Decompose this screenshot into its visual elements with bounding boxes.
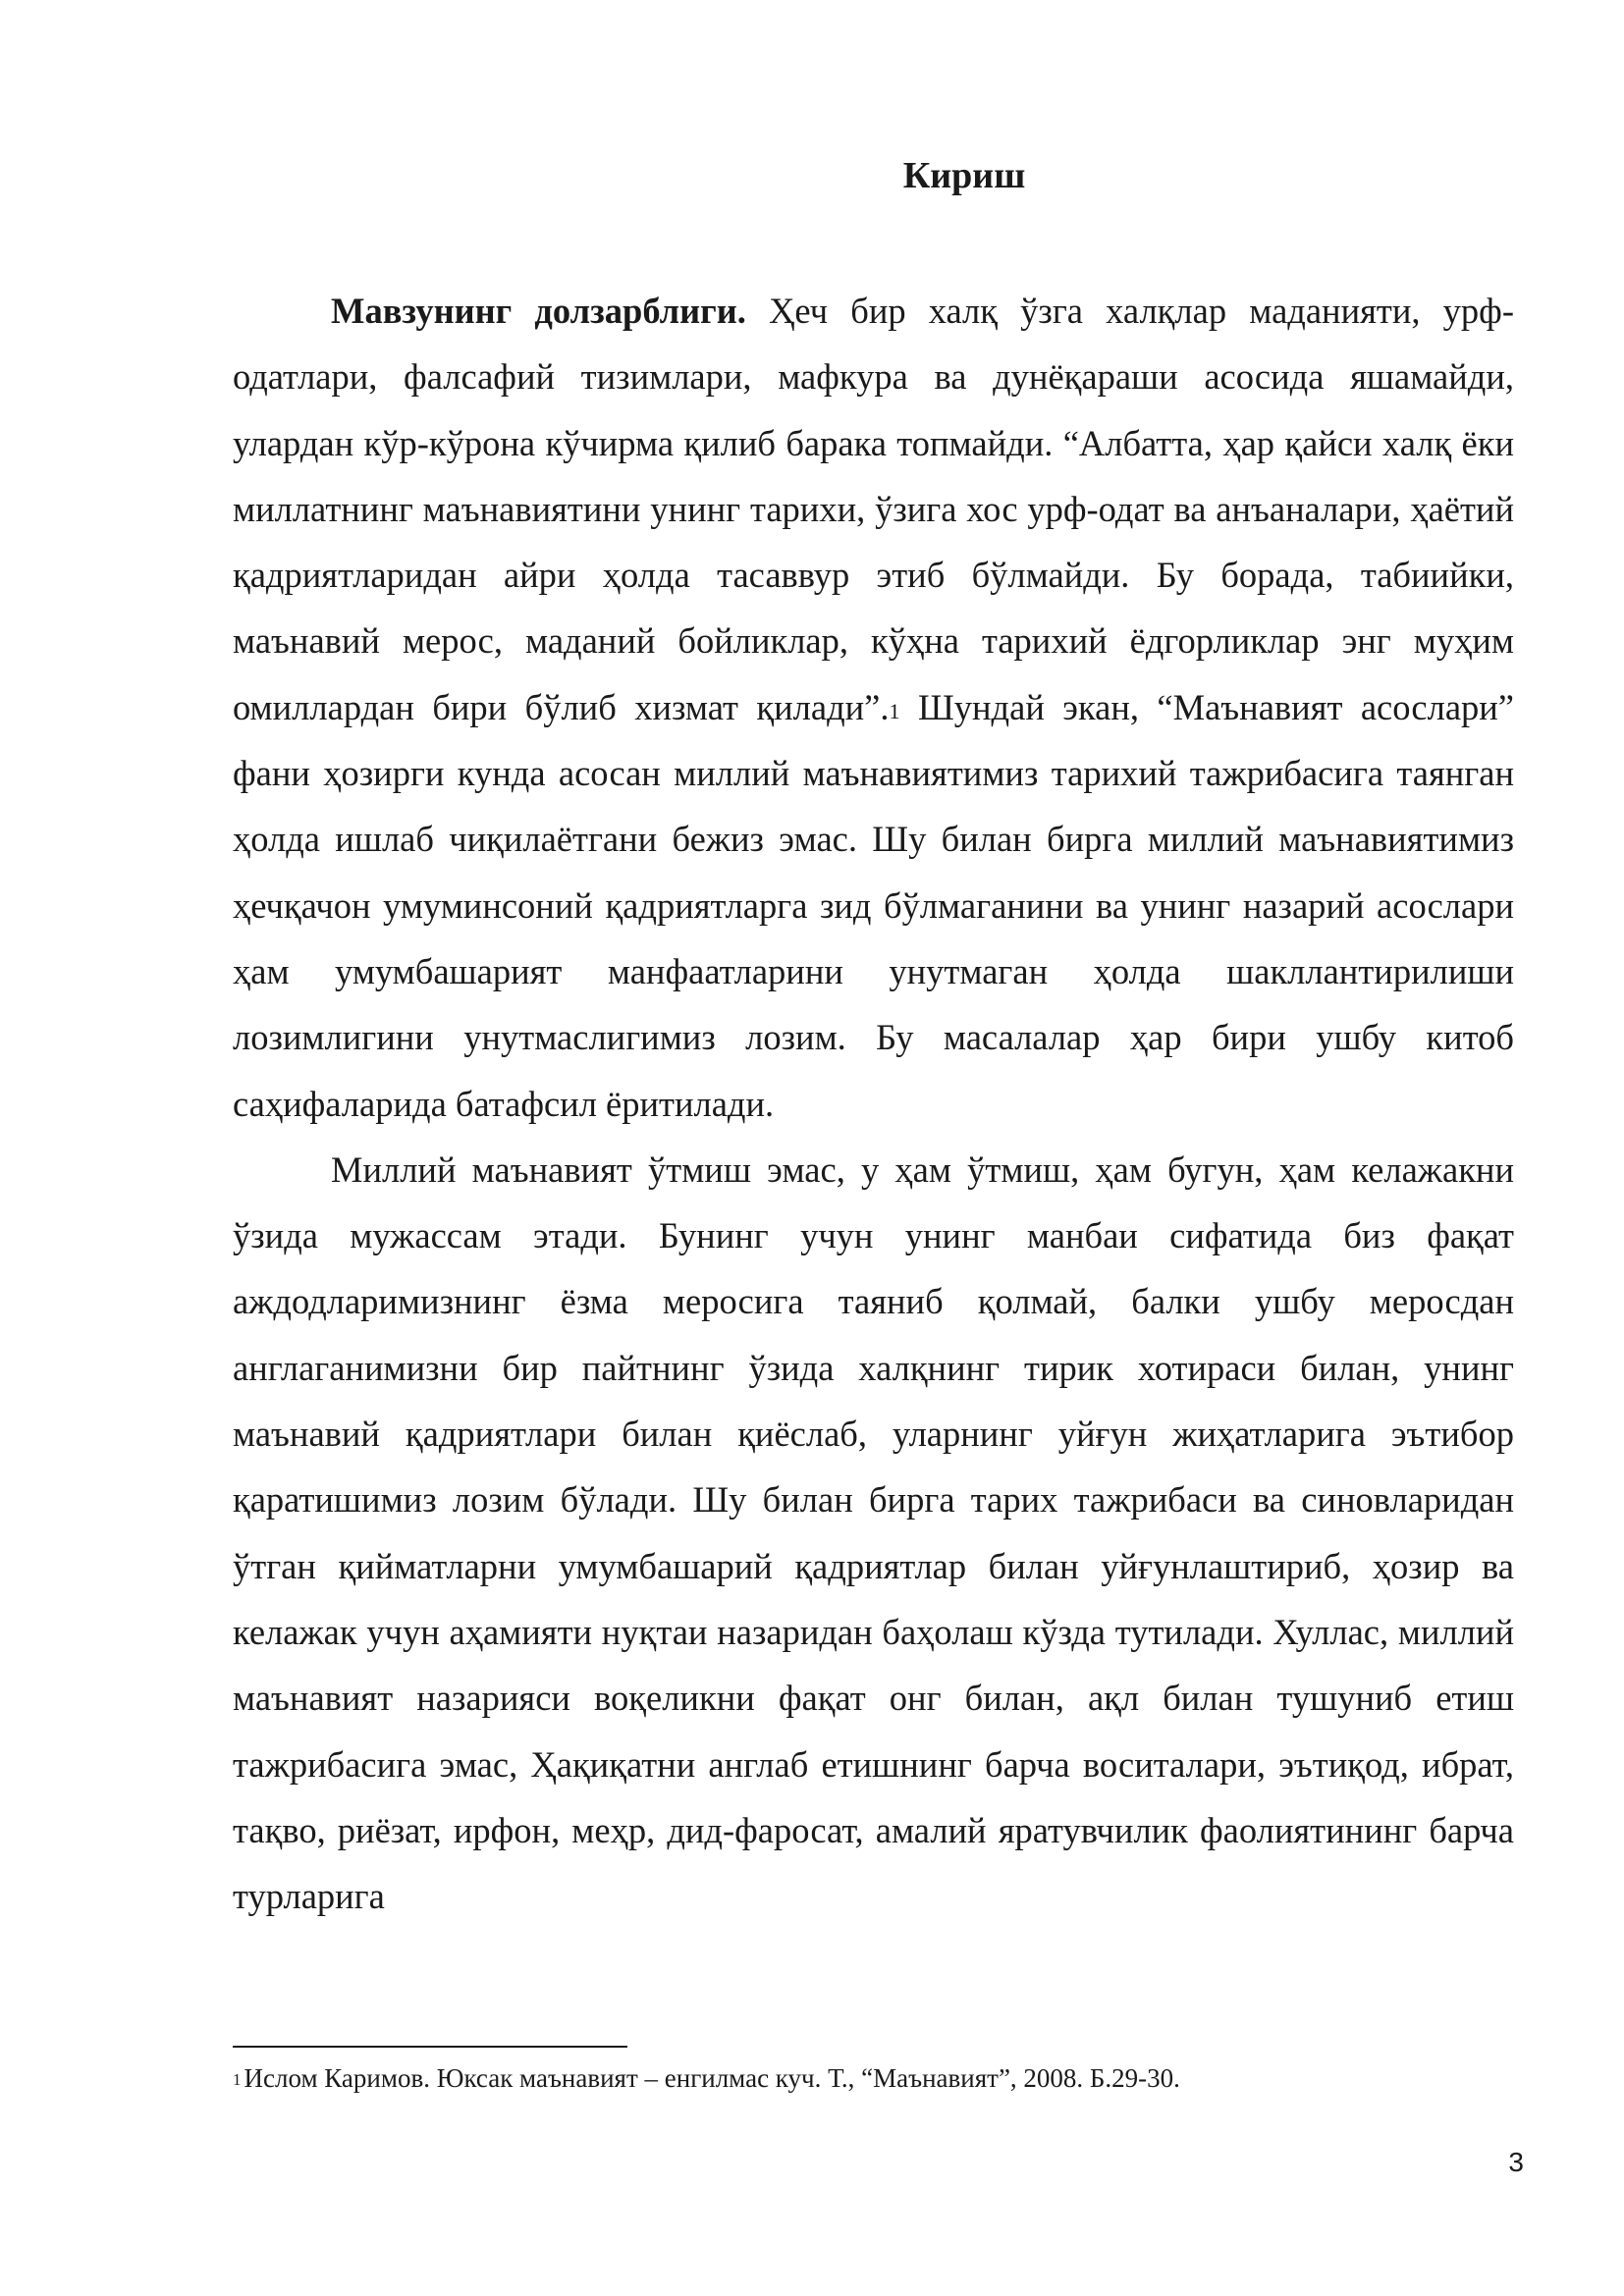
paragraph-1-text: Ҳеч бир халқ ўзга халқлар маданияти, урф-одатлари, фалсафий тизимлари, мафкура ва дунёқараши асосида яшамайди, улардан кўр-кўрона кўчирма қилиб барака топмайди. “Албатта, ҳар қайси халқ ёки миллатнинг маънавиятини унинг тарихи, ўзига хос урф-одат ва анъаналари, ҳаётий қадриятларидан айри ҳолда тасаввур этиб бўлмайди. Бу борада, табиийки, маънавий мерос, маданий бойликлар, кўҳна тарихий ёдгорликлар энг муҳим омиллардан бири бўлиб хизмат қилади”. [233,291,1514,727]
footnote [233,2061,1514,2095]
body-text [233,278,1514,1929]
paragraph-2: Миллий маънавият ўтмиш эмас, у ҳам ўтмиш, ҳам бугун, ҳам келажакни ўзида мужассам этади. Бунинг учун унинг манбаи сифатида биз фақат аждодларимизнинг ёзма меросига таяниб қолмай, балки ушбу меросдан англаганимизни бир пайтнинг ўзида халқнинг тирик хотираси билан, унинг маънавий қадриятлари билан қиёслаб, уларнинг уйғун жиҳатларига эътибор қаратишимиз лозим бўлади. Шу билан бирга тарих тажрибаси ва синовларидан ўтган қийматларни умумбашарий қадриятлар билан уйғунлаштириб, ҳозир ва келажак учун аҳамияти нуқтаи назаридан баҳолаш кўзда тутилади. Хуллас, миллий маънавият назарияси воқеликни фақат онг билан, ақл билан тушуниб етиш тажрибасига эмас, Ҳақиқатни англаб етишнинг барча воситалари, эътиқод, ибрат, тақво, риёзат, ирфон, меҳр, дид-фаросат, амалий яратувчилик фаолиятининг барча турларига [233,1148,1514,1917]
page-number: 3 [1508,2147,1524,2177]
paragraph-lead: Мавзунинг долзарблиги. [331,291,746,331]
paragraph-1-text-continued: Шундай экан, “Маънавият асослари” фани ҳозирги кунда асосан миллий маънавиятимиз тарихий тажрибасига таянган ҳолда ишлаб чиқилаётгани бежиз эмас. Шу билан бирга миллий маънавиятимиз ҳечқачон умуминсоний қадриятларга зид бўлмаганини ва унинг назарий асослари ҳам умумбашарият манфаатларини унутмаган ҳолда шакллантирилиши лозимлигини унутмаслигимиз лозим. Бу масалалар ҳар бири ушбу китоб саҳифаларида батафсил ёритилади. [233,686,1514,1124]
page-title: Кириш [902,155,1026,196]
footnote-text: Ислом Каримов. Юксак маънавият – енгилмас куч. Т., “Маънавият”, 2008. Б.29-30. [244,2063,1180,2093]
paragraph-1 [233,278,1514,1137]
footnote-reference[interactable]: 1 [889,698,900,723]
footnote-number: 1 [233,2070,242,2089]
footnote-separator [233,2046,627,2048]
